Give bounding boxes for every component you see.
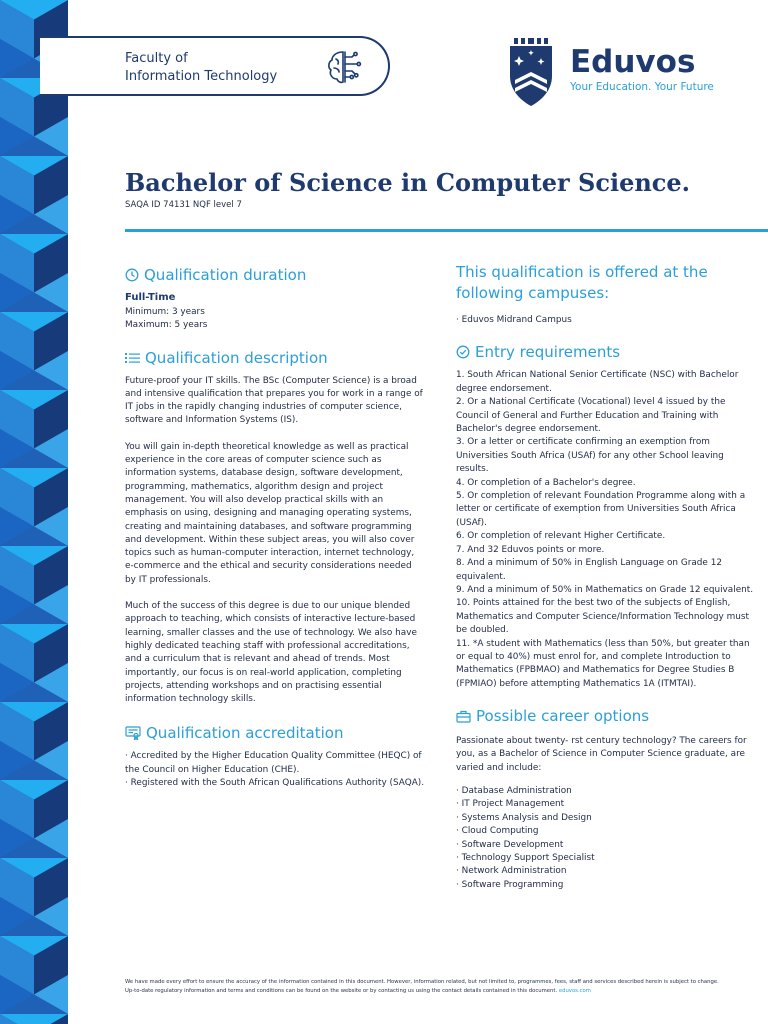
saqa-id: SAQA ID 74131 NQF level 7	[125, 200, 242, 210]
disclaimer-text: We have made every effort to ensure the accuracy of the information contained in this document. However, information related, but not limited to, programmes, fees, staff and services described herein is subject to change. Up-to-date regulatory information and terms and conditions can be found on the website or by contacting us using the contact details contained in this document.	[125, 979, 719, 994]
faculty-banner	[40, 36, 390, 96]
entry-requirements-list	[456, 369, 756, 691]
list-item: 4. Or completion of a Bachelor's degree.	[456, 477, 636, 488]
list-icon	[125, 352, 140, 364]
description-heading-text: Qualification description	[145, 348, 328, 367]
careers-intro: Passionate about twenty- rst century technology? The careers for you, as a Bachelor of Science in Computer Science graduate, are varied and include:	[456, 736, 747, 773]
accreditation-list	[125, 750, 425, 790]
briefcase-icon	[456, 710, 471, 723]
list-item: · Cloud Computing	[456, 826, 539, 837]
list-item: 8. And a minimum of 50% in English Language on Grade 12 equivalent.	[456, 558, 723, 582]
entry-heading-text: Entry requirements	[475, 343, 621, 362]
clock-icon	[125, 268, 139, 282]
list-item: 2. Or a National Certificate (Vocational) level 4 issued by the Council of General and Further Education and Training with Bachelor's degree endorsement.	[456, 397, 726, 435]
duration-maximum: Maximum: 5 years	[125, 320, 208, 331]
list-item: 10. Points attained for the best two of the subjects of English, Mathematics and Computer Science/Information Technology must be doubled.	[456, 598, 749, 636]
brand-tagline: Your Education. Your Future	[570, 81, 714, 93]
entry-heading	[456, 339, 756, 365]
careers-list	[456, 785, 756, 892]
eduvos-logo	[508, 36, 728, 108]
shield-crest-icon	[508, 36, 554, 108]
page-title: Bachelor of Science in Computer Science.	[125, 168, 691, 197]
brand-name: Eduvos	[570, 44, 696, 80]
list-item: 11. *A student with Mathematics (less than 50%, but greater than or equal to 40%) must enrol for, and complete Introduction to Mathematics (FPBMAO) and Mathematics for Degree Studies B (FPMIAO) before attempting Mathematics 1A (ITMTAI).	[456, 638, 750, 689]
right-column	[456, 262, 756, 892]
description-paragraph-2: You will gain in-depth theoretical knowledge as well as practical experience in the core areas of computer science such as information systems, database design, software development, programming, mathematics, algorithm design and project management. You will also develop practical skills with an emphasis on using, designing and managing operating systems, creating and maintaining databases, and software programming and development. Within these subject areas, you will also cover topics such as human-computer interaction, internet technology, e-commerce and the ethical and security considerations needed by IT professionals.	[125, 441, 415, 585]
title-divider	[125, 229, 768, 232]
list-item: · Software Programming	[456, 879, 564, 890]
campuses-list	[456, 314, 756, 327]
faculty-line-2: Information Technology	[125, 69, 278, 84]
description-paragraph-1: Future-proof your IT skills. The BSc (Computer Science) is a broad and intensive qualification that prepares you for work in a range of IT jobs in the rapidly changing industries of computer science, software and Information Systems (IS).	[125, 375, 423, 426]
list-item: 3. Or a letter or certificate confirming an exemption from Universities South Africa (USAf) for any other School leaving results.	[456, 437, 724, 475]
list-item: · Accredited by the Higher Education Quality Committee (HEQC) of the Council on Higher Education (CHE).	[125, 751, 422, 775]
careers-heading	[456, 703, 756, 729]
list-item: 5. Or completion of relevant Foundation Programme along with a letter or certificate of exemption from Universities South Africa (USAf).	[456, 491, 746, 528]
list-item: 9. And a minimum of 50% in Mathematics on Grade 12 equivalent.	[456, 584, 754, 595]
careers-heading-text: Possible career options	[476, 707, 650, 726]
list-item: · Registered with the South African Qualifications Authority (SAQA).	[125, 778, 425, 789]
decorative-cube-stripe	[0, 0, 68, 1024]
duration-mode: Full-Time	[125, 292, 176, 303]
list-item: · Eduvos Midrand Campus	[456, 315, 572, 325]
description-paragraph-3: Much of the success of this degree is due to our unique blended approach to teaching, which consists of interactive lecture-based learning, smaller classes and the use of technology. We also have highly dedicated teaching staff with professional accreditations, and a curriculum that is relevant and ahead of trends. Most importantly, our focus is on real-world application, completing projects, attending workshops and on practising essential information technology skills.	[125, 601, 417, 705]
list-item: 6. Or completion of relevant Higher Certificate.	[456, 531, 666, 542]
brain-circuit-icon	[323, 46, 365, 88]
faculty-label	[125, 50, 277, 86]
list-item: · Systems Analysis and Design	[456, 812, 592, 823]
list-item: · Network Administration	[456, 866, 567, 877]
list-item: · Software Development	[456, 839, 564, 850]
list-item: 1. South African National Senior Certificate (NSC) with Bachelor degree endorsement.	[456, 370, 739, 394]
duration-heading-text: Qualification duration	[144, 266, 307, 284]
accreditation-heading-text: Qualification accreditation	[146, 724, 344, 743]
duration-heading	[125, 262, 425, 288]
list-item: · Database Administration	[456, 786, 572, 797]
duration-minimum: Minimum: 3 years	[125, 307, 205, 317]
certificate-icon	[125, 726, 141, 740]
campuses-heading: This qualification is offered at the following campuses:	[456, 263, 708, 302]
list-item: · Technology Support Specialist	[456, 853, 595, 864]
list-item: · IT Project Management	[456, 799, 565, 810]
left-column	[125, 262, 425, 791]
website-link[interactable]: eduvos.com	[558, 988, 591, 994]
check-circle-icon	[456, 345, 470, 359]
footer-disclaimer	[125, 978, 725, 996]
list-item: 7. And 32 Eduvos points or more.	[456, 544, 605, 555]
accreditation-heading	[125, 720, 425, 746]
faculty-line-1: Faculty of	[125, 51, 188, 66]
description-heading	[125, 345, 425, 371]
